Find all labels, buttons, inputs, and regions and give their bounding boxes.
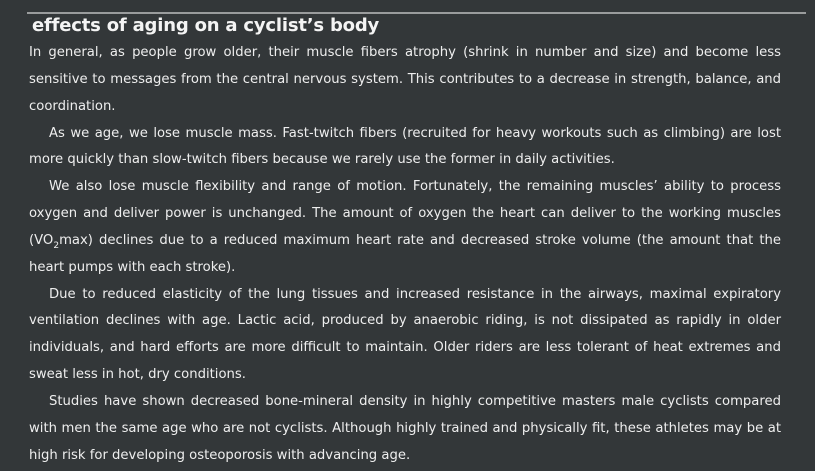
paragraph-bone-density: Studies have shown decreased bone-mineral density in highly competitive masters male cyclists compared with men the same age who are not cyclists. Although highly trained and physically fit, these athletes may be at high risk for developing osteoporosis with advancing age. (29, 393, 781, 463)
paragraph-muscle-mass: As we age, we lose muscle mass. Fast-twitch fibers (recruited for heavy workouts such as climbing) are lost more quickly than slow-twitch fibers because we rarely use the former in daily activities. (29, 125, 781, 168)
vo2-subscript: 2 (53, 240, 60, 251)
paragraph-flexibility-text-after: max) declines due to a reduced maximum heart rate and decreased stroke volume (the amount that the heart pumps with each stroke). (29, 232, 781, 275)
paragraph-flexibility-text-before: We also lose muscle flexibility and range of motion. Fortunately, the remaining muscles’ ability to process oxygen and deliver power is unchanged. The amount of oxygen the heart can deliver to the working muscles (VO (29, 179, 781, 248)
paragraph-muscle-fibers: In general, as people grow older, their muscle fibers atrophy (shrink in number and size) and become less sensitive to messages from the central nervous system. This contributes to a decrease in strength, balance, and coordination. (29, 45, 781, 114)
page-title: effects of aging on a cyclist’s body (32, 15, 380, 36)
article-body (29, 40, 781, 470)
paragraph-flexibility (29, 174, 781, 281)
paragraph-lung-elasticity: Due to reduced elasticity of the lung tissues and increased resistance in the airways, maximal expiratory ventilation declines with age. Lactic acid, produced by anaerobic riding, is not dissipated as rapidly in older individuals, and hard efforts are more difficult to maintain. Older riders are less tolerant of heat extremes and sweat less in hot, dry conditions. (29, 286, 781, 383)
